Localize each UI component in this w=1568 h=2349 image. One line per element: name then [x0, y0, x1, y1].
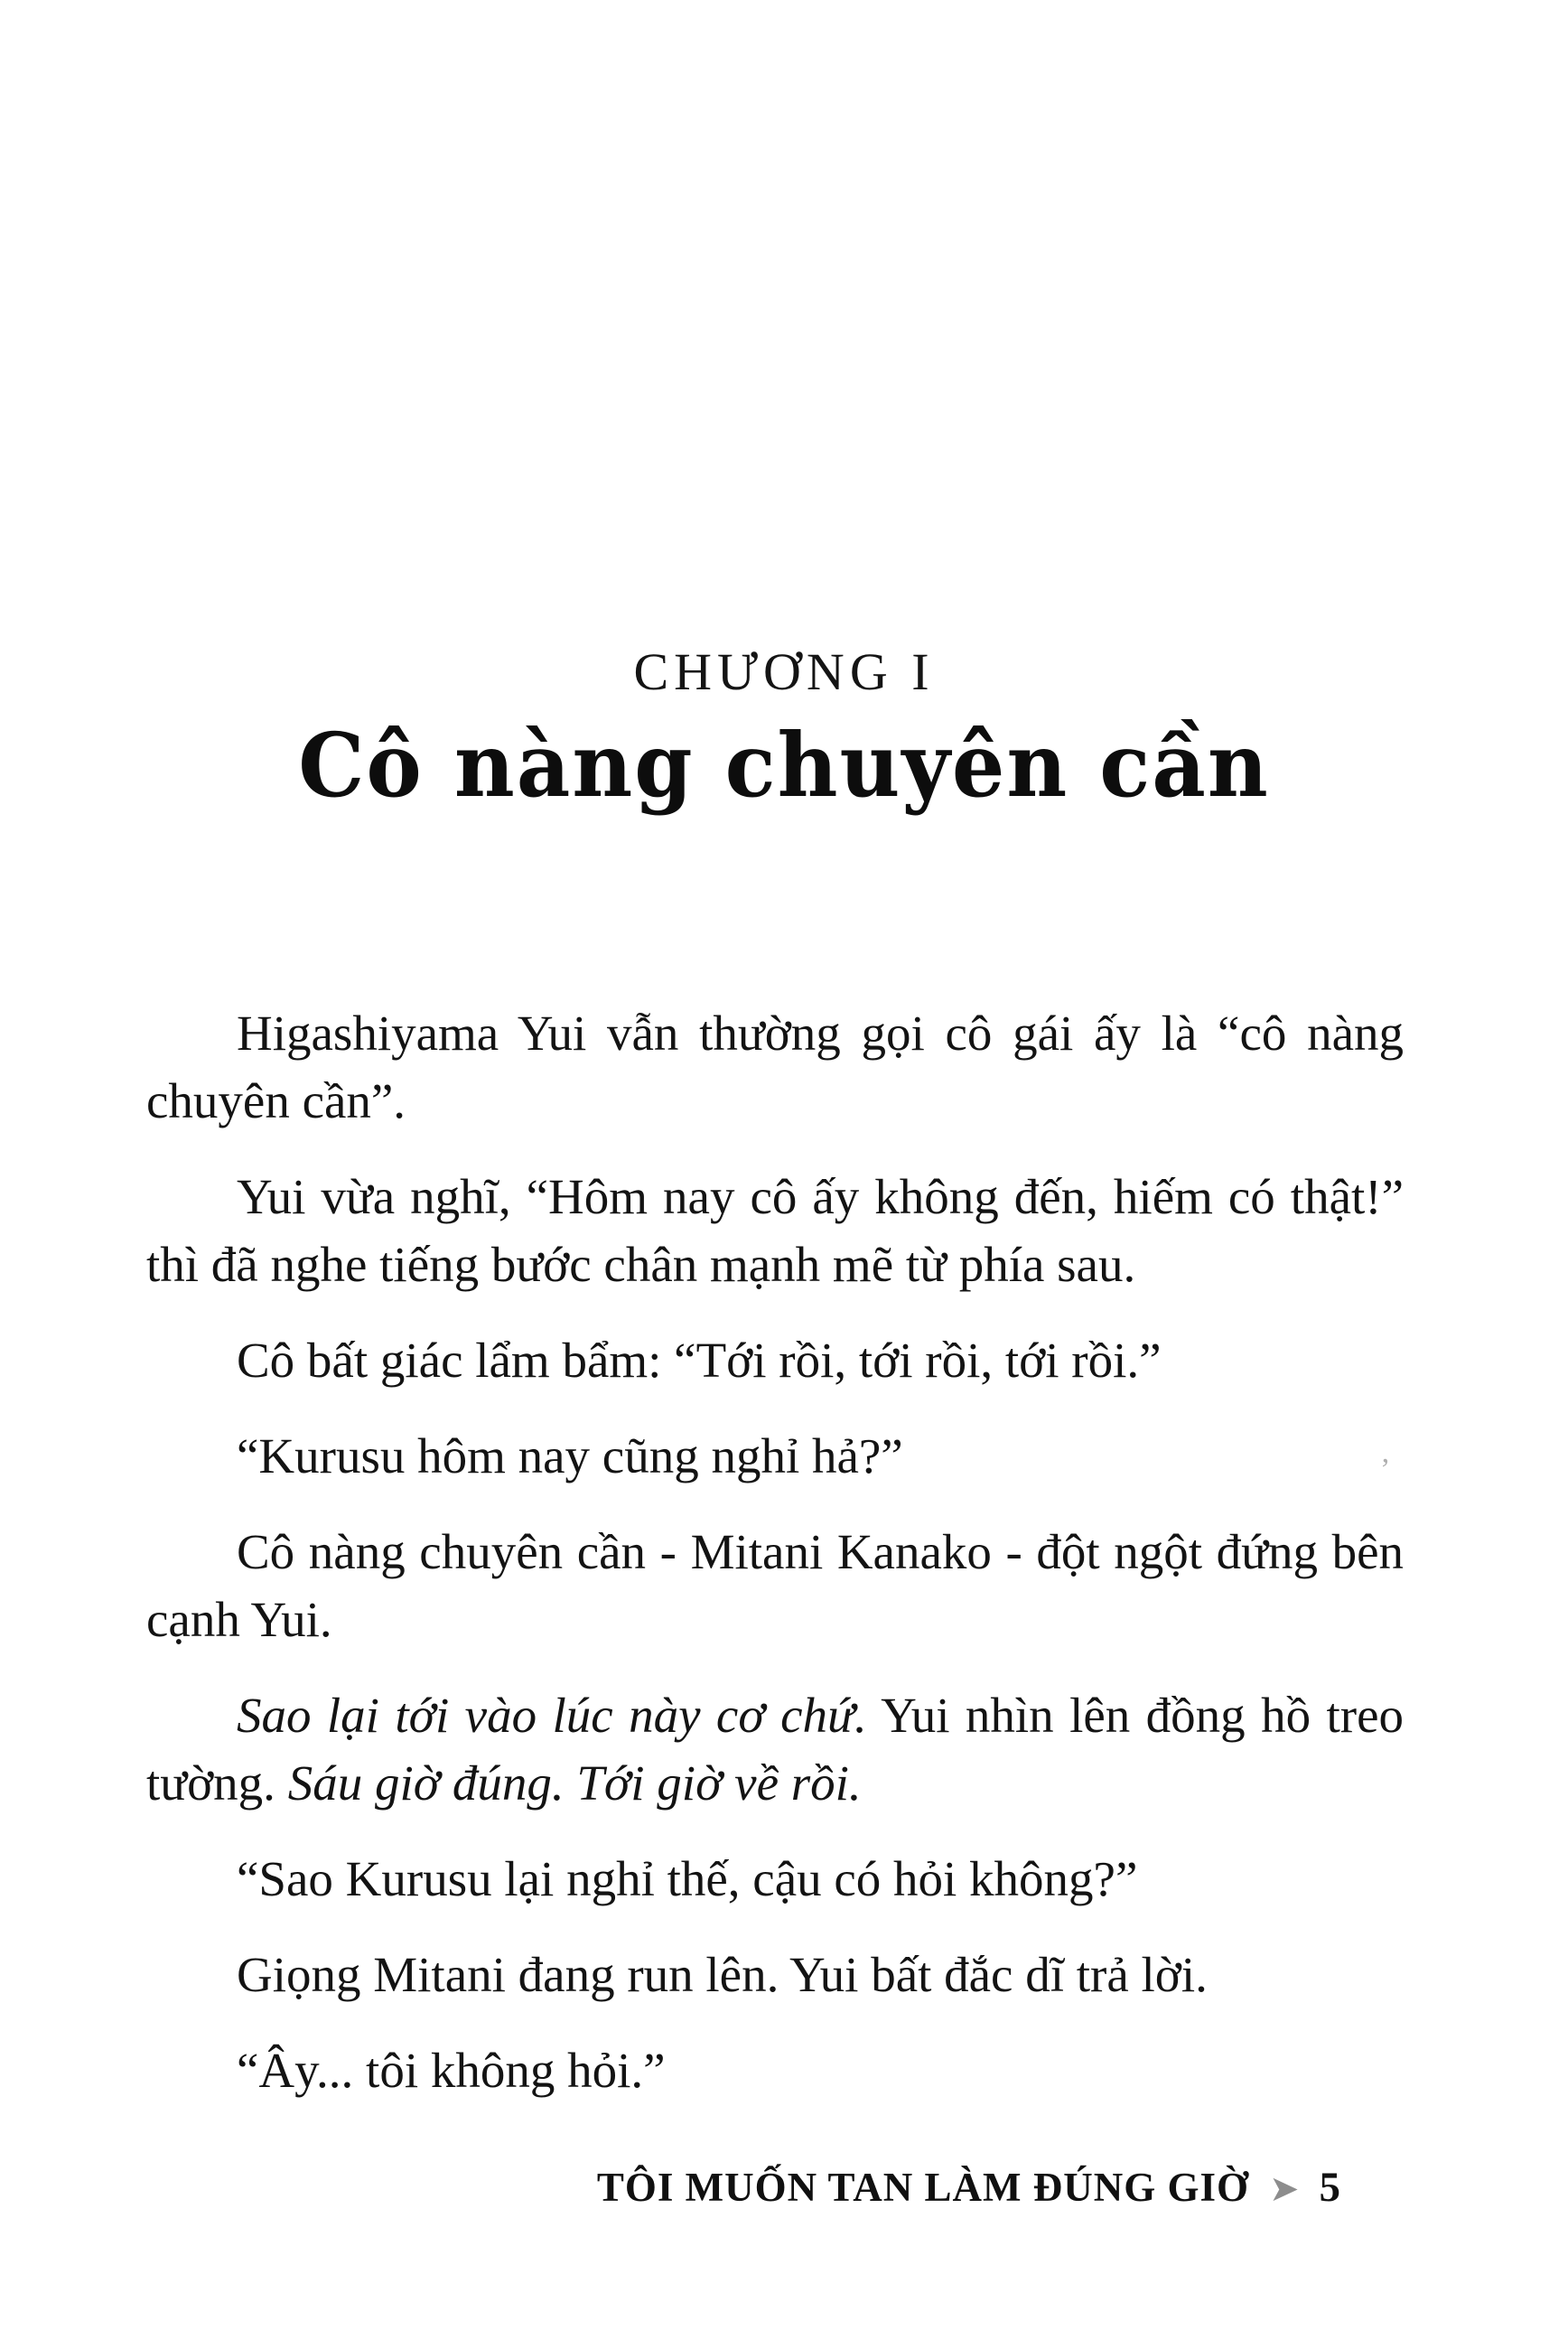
text-segment: Cô nàng chuyên cần - Mitani Kanako - đột ngột đứng bên cạnh Yui.	[146, 1524, 1404, 1647]
body-paragraph	[146, 1845, 1404, 1913]
page-number: 5	[1319, 2164, 1340, 2211]
body-paragraph	[146, 999, 1404, 1135]
body-text	[146, 999, 1404, 2104]
scan-artifact-mark: ’	[1380, 1453, 1391, 1486]
page-footer	[597, 2163, 1340, 2212]
text-segment: Giọng Mitani đang run lên. Yui bất đắc dĩ trả lời.	[237, 1947, 1208, 2002]
body-paragraph	[146, 1518, 1404, 1653]
body-paragraph	[146, 1326, 1404, 1394]
arrow-icon: ➤	[1268, 2168, 1300, 2209]
text-segment: “Ây... tôi không hỏi.”	[237, 2043, 666, 2098]
text-segment: “Sao Kurusu lại nghỉ thế, cậu có hỏi không?”	[237, 1851, 1138, 1906]
italic-text-segment: Sáu giờ đúng. Tới giờ về rồi.	[287, 1755, 862, 1811]
body-paragraph	[146, 1941, 1404, 2008]
italic-text-segment: Sao lại tới vào lúc này cơ chứ.	[237, 1688, 867, 1743]
chapter-heading	[0, 0, 1568, 818]
text-segment: Cô bất giác lẩm bẩm: “Tới rồi, tới rồi, tới rồi.”	[237, 1333, 1162, 1388]
text-segment: Yui vừa nghĩ, “Hôm nay cô ấy không đến, hiếm có thật!” thì đã nghe tiếng bước chân mạnh mẽ từ phía sau.	[146, 1169, 1404, 1292]
body-paragraph	[146, 1163, 1404, 1298]
chapter-title: Cô nàng chuyên cần	[298, 713, 1270, 818]
text-segment: Higashiyama Yui vẫn thường gọi cô gái ấy là “cô nàng chuyên cần”.	[146, 1006, 1404, 1128]
body-paragraph	[146, 2036, 1404, 2104]
body-paragraph	[146, 1422, 1404, 1490]
text-segment: “Kurusu hôm nay cũng nghỉ hả?”	[237, 1428, 903, 1483]
text-segment: Yui nhìn lên đồng hồ treo tường.	[146, 1688, 1404, 1811]
running-book-title: TÔI MUỐN TAN LÀM ĐÚNG GIỜ	[596, 2165, 1249, 2210]
chapter-label: CHƯƠNG I	[633, 642, 935, 701]
body-paragraph	[146, 1681, 1404, 1817]
